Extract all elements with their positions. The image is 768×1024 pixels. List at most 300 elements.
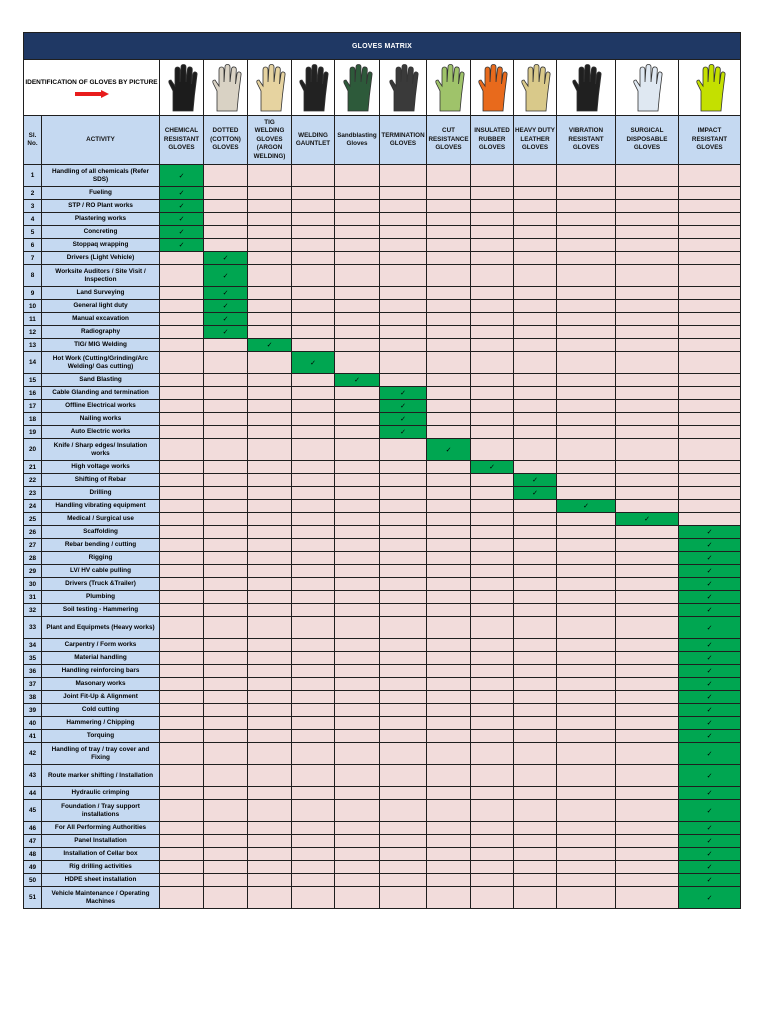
empty-cell [380,691,427,704]
empty-cell [514,765,557,787]
empty-cell [557,400,616,413]
empty-cell [380,313,427,326]
check-mark-cell: ✓ [380,413,427,426]
check-mark-cell: ✓ [160,213,204,226]
empty-cell [616,387,679,400]
activity-cell: Panel Installation [42,835,160,848]
empty-cell [204,874,248,887]
empty-cell [204,239,248,252]
empty-cell [292,552,335,565]
activity-cell: Stoppaq wrapping [42,239,160,252]
empty-cell [514,539,557,552]
table-row [24,426,741,439]
check-mark-cell: ✓ [427,439,471,461]
empty-cell [427,252,471,265]
empty-cell [514,313,557,326]
check-mark-cell: ✓ [679,835,741,848]
empty-cell [160,461,204,474]
check-mark-cell: ✓ [679,704,741,717]
row-number: 40 [24,717,42,730]
empty-cell [292,439,335,461]
glove-column-header: CHEMICAL RESISTANT GLOVES [160,116,204,165]
leather-glove-icon [517,63,553,113]
check-mark-cell: ✓ [679,730,741,743]
empty-cell [514,352,557,374]
row-number: 27 [24,539,42,552]
empty-cell [514,717,557,730]
table-row [24,822,741,835]
empty-cell [679,200,741,213]
surgical-glove-icon [629,63,665,113]
empty-cell [514,604,557,617]
empty-cell [616,861,679,874]
sl-no-header: Sl. No. [24,116,42,165]
empty-cell [679,474,741,487]
empty-cell [204,617,248,639]
empty-cell [380,787,427,800]
table-row [24,730,741,743]
empty-cell [557,617,616,639]
empty-cell [679,400,741,413]
empty-cell [514,326,557,339]
empty-cell [160,387,204,400]
empty-cell [160,591,204,604]
empty-cell [514,678,557,691]
empty-cell [335,717,380,730]
empty-cell [335,339,380,352]
table-row [24,835,741,848]
empty-cell [427,887,471,909]
empty-cell [557,822,616,835]
empty-cell [427,200,471,213]
empty-cell [616,461,679,474]
empty-cell [557,387,616,400]
activity-cell: Cold cutting [42,704,160,717]
empty-cell [514,339,557,352]
empty-cell [160,326,204,339]
empty-cell [335,213,380,226]
empty-cell [557,665,616,678]
row-number: 44 [24,787,42,800]
empty-cell [514,400,557,413]
empty-cell [204,730,248,743]
empty-cell [380,200,427,213]
empty-cell [160,765,204,787]
empty-cell [248,387,292,400]
empty-cell [471,239,514,252]
empty-cell [335,743,380,765]
empty-cell [248,848,292,861]
empty-cell [514,565,557,578]
empty-cell [248,439,292,461]
check-mark-cell: ✓ [160,226,204,239]
empty-cell [679,165,741,187]
empty-cell [204,565,248,578]
activity-cell: Land Surveying [42,287,160,300]
empty-cell [335,352,380,374]
empty-cell [292,835,335,848]
empty-cell [616,200,679,213]
empty-cell [160,500,204,513]
glove-column-header: CUT RESISTANCE GLOVES [427,116,471,165]
empty-cell [292,313,335,326]
row-number: 24 [24,500,42,513]
empty-cell [335,565,380,578]
empty-cell [160,374,204,387]
empty-cell [514,526,557,539]
empty-cell [160,691,204,704]
empty-cell [248,617,292,639]
glove-picture-cell [160,60,204,116]
empty-cell [514,787,557,800]
empty-cell [616,287,679,300]
empty-cell [471,187,514,200]
empty-cell [427,800,471,822]
empty-cell [292,339,335,352]
check-mark-cell: ✓ [204,313,248,326]
empty-cell [427,652,471,665]
activity-cell: Plastering works [42,213,160,226]
empty-cell [514,639,557,652]
empty-cell [204,787,248,800]
empty-cell [471,439,514,461]
empty-cell [616,413,679,426]
empty-cell [204,165,248,187]
empty-cell [248,565,292,578]
empty-cell [335,552,380,565]
check-mark-cell: ✓ [679,639,741,652]
row-number: 34 [24,639,42,652]
empty-cell [160,861,204,874]
empty-cell [335,617,380,639]
glove-column-header: Sandblasting Gloves [335,116,380,165]
check-mark-cell: ✓ [292,352,335,374]
empty-cell [557,591,616,604]
row-number: 15 [24,374,42,387]
empty-cell [427,339,471,352]
empty-cell [380,352,427,374]
empty-cell [204,374,248,387]
table-row [24,313,741,326]
empty-cell [557,604,616,617]
empty-cell [679,439,741,461]
empty-cell [204,552,248,565]
empty-cell [514,552,557,565]
empty-cell [427,287,471,300]
empty-cell [204,439,248,461]
row-number: 4 [24,213,42,226]
activity-cell: Hot Work (Cutting/Grinding/Arc Welding/ Gas cutting) [42,352,160,374]
row-number: 49 [24,861,42,874]
activity-header: ACTIVITY [42,116,160,165]
empty-cell [160,887,204,909]
empty-cell [616,439,679,461]
empty-cell [335,239,380,252]
check-mark-cell: ✓ [514,474,557,487]
empty-cell [335,665,380,678]
impact-glove-icon [692,63,728,113]
empty-cell [292,591,335,604]
check-mark-cell: ✓ [679,617,741,639]
table-row [24,487,741,500]
empty-cell [335,835,380,848]
empty-cell [679,413,741,426]
glove-picture-cell [471,60,514,116]
empty-cell [471,617,514,639]
empty-cell [292,187,335,200]
empty-cell [514,200,557,213]
empty-cell [557,287,616,300]
empty-cell [204,604,248,617]
empty-cell [248,835,292,848]
glove-column-header: TERMINATION GLOVES [380,116,427,165]
check-mark-cell: ✓ [380,426,427,439]
empty-cell [335,265,380,287]
column-header-row [24,116,741,165]
empty-cell [160,552,204,565]
empty-cell [335,730,380,743]
empty-cell [514,578,557,591]
row-number: 1 [24,165,42,187]
check-mark-cell: ✓ [204,287,248,300]
empty-cell [248,743,292,765]
activity-cell: Auto Electric works [42,426,160,439]
empty-cell [514,239,557,252]
empty-cell [380,526,427,539]
table-row [24,578,741,591]
empty-cell [248,787,292,800]
empty-cell [471,526,514,539]
empty-cell [616,835,679,848]
activity-cell: Material handling [42,652,160,665]
check-mark-cell: ✓ [160,165,204,187]
empty-cell [471,300,514,313]
table-row [24,200,741,213]
empty-cell [292,526,335,539]
check-mark-cell: ✓ [679,552,741,565]
empty-cell [380,339,427,352]
activity-cell: Handling of tray / tray cover and Fixing [42,743,160,765]
row-number: 13 [24,339,42,352]
row-number: 11 [24,313,42,326]
empty-cell [204,665,248,678]
empty-cell [557,639,616,652]
glove-picture-cell [679,60,741,116]
empty-cell [557,474,616,487]
row-number: 47 [24,835,42,848]
empty-cell [292,717,335,730]
empty-cell [292,730,335,743]
empty-cell [380,639,427,652]
empty-cell [557,800,616,822]
empty-cell [427,578,471,591]
empty-cell [335,800,380,822]
empty-cell [471,552,514,565]
row-number: 21 [24,461,42,474]
empty-cell [557,300,616,313]
empty-cell [248,861,292,874]
empty-cell [616,887,679,909]
table-row [24,604,741,617]
empty-cell [248,413,292,426]
empty-cell [292,691,335,704]
row-number: 10 [24,300,42,313]
activity-cell: Manual excavation [42,313,160,326]
check-mark-cell: ✓ [616,513,679,526]
empty-cell [679,461,741,474]
empty-cell [471,848,514,861]
empty-cell [248,730,292,743]
empty-cell [335,765,380,787]
empty-cell [292,639,335,652]
empty-cell [160,474,204,487]
empty-cell [679,265,741,287]
row-number: 6 [24,239,42,252]
table-row [24,591,741,604]
empty-cell [679,213,741,226]
empty-cell [471,730,514,743]
check-mark-cell: ✓ [679,743,741,765]
empty-cell [471,787,514,800]
empty-cell [380,239,427,252]
empty-cell [204,765,248,787]
empty-cell [335,300,380,313]
empty-cell [427,400,471,413]
empty-cell [427,300,471,313]
empty-cell [160,848,204,861]
glove-column-header: DOTTED (COTTON) GLOVES [204,116,248,165]
empty-cell [616,165,679,187]
empty-cell [292,165,335,187]
empty-cell [292,487,335,500]
empty-cell [557,374,616,387]
empty-cell [292,326,335,339]
empty-cell [514,513,557,526]
row-number: 2 [24,187,42,200]
table-row [24,704,741,717]
empty-cell [335,487,380,500]
empty-cell [427,413,471,426]
empty-cell [292,678,335,691]
table-row [24,639,741,652]
table-row [24,874,741,887]
empty-cell [248,187,292,200]
empty-cell [380,474,427,487]
check-mark-cell: ✓ [679,848,741,861]
activity-cell: Handling reinforcing bars [42,665,160,678]
empty-cell [204,539,248,552]
empty-cell [679,487,741,500]
empty-cell [335,187,380,200]
activity-cell: Shifting of Rebar [42,474,160,487]
empty-cell [557,252,616,265]
empty-cell [471,765,514,787]
empty-cell [471,265,514,287]
empty-cell [248,200,292,213]
empty-cell [514,300,557,313]
empty-cell [204,387,248,400]
empty-cell [160,539,204,552]
empty-cell [514,387,557,400]
empty-cell [204,578,248,591]
empty-cell [248,239,292,252]
empty-cell [204,526,248,539]
empty-cell [471,539,514,552]
empty-cell [380,326,427,339]
empty-cell [248,165,292,187]
empty-cell [380,374,427,387]
row-number: 38 [24,691,42,704]
glove-picture-cell [335,60,380,116]
empty-cell [427,591,471,604]
empty-cell [679,313,741,326]
activity-cell: Hammering / Chipping [42,717,160,730]
check-mark-cell: ✓ [679,652,741,665]
empty-cell [557,413,616,426]
empty-cell [380,665,427,678]
empty-cell [204,861,248,874]
empty-cell [514,652,557,665]
empty-cell [204,887,248,909]
empty-cell [427,265,471,287]
empty-cell [380,678,427,691]
row-number: 9 [24,287,42,300]
empty-cell [292,213,335,226]
table-row [24,326,741,339]
table-row [24,187,741,200]
empty-cell [335,287,380,300]
identification-label: IDENTIFICATION OF GLOVES BY PICTURE [25,78,158,86]
empty-cell [471,652,514,665]
empty-cell [160,413,204,426]
glove-column-header: SURGICAL DISPOSABLE GLOVES [616,116,679,165]
empty-cell [335,400,380,413]
empty-cell [160,678,204,691]
row-number: 43 [24,765,42,787]
empty-cell [616,539,679,552]
empty-cell [292,500,335,513]
empty-cell [557,352,616,374]
empty-cell [335,652,380,665]
empty-cell [557,339,616,352]
activity-cell: Rigging [42,552,160,565]
empty-cell [557,200,616,213]
empty-cell [616,400,679,413]
empty-cell [427,665,471,678]
empty-cell [616,848,679,861]
matrix-body [24,165,741,909]
empty-cell [471,835,514,848]
empty-cell [248,665,292,678]
activity-cell: Handling of all chemicals (Refer SDS) [42,165,160,187]
empty-cell [335,787,380,800]
activity-cell: Plumbing [42,591,160,604]
activity-cell: Route marker shifting / Installation [42,765,160,787]
empty-cell [335,387,380,400]
empty-cell [679,187,741,200]
empty-cell [292,800,335,822]
empty-cell [616,352,679,374]
empty-cell [380,591,427,604]
empty-cell [380,513,427,526]
empty-cell [204,413,248,426]
empty-cell [292,887,335,909]
empty-cell [204,500,248,513]
row-number: 36 [24,665,42,678]
empty-cell [514,213,557,226]
empty-cell [427,717,471,730]
empty-cell [427,187,471,200]
